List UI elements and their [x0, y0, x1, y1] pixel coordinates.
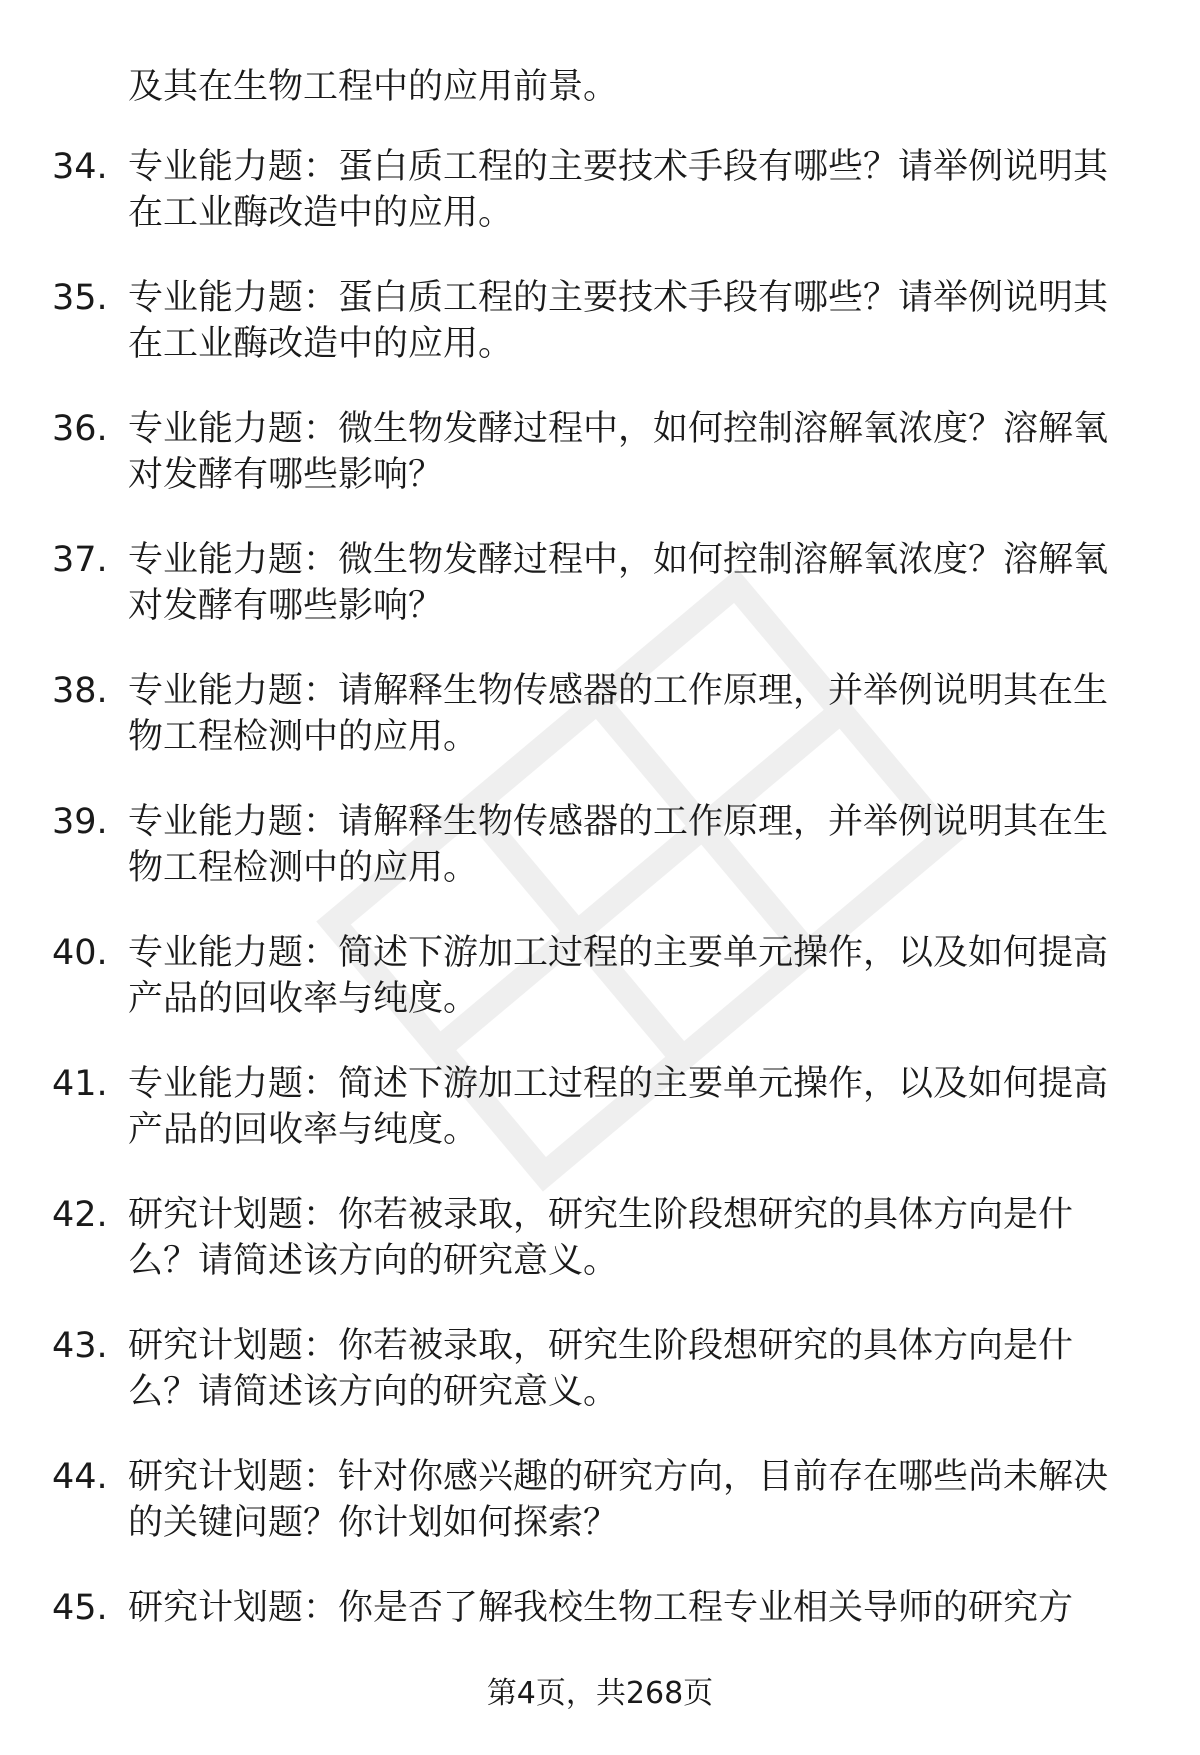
item-number: 38. [52, 671, 108, 711]
item-text: 专业能力题：简述下游加工过程的主要单元操作，以及如何提高产品的回收率与纯度。 [128, 1064, 1109, 1150]
list-item [0, 275, 1200, 406]
item-text: 专业能力题：请解释生物传感器的工作原理，并举例说明其在生物工程检测中的应用。 [128, 671, 1109, 757]
item-number: 45. [52, 1588, 108, 1628]
item-number: 36. [52, 409, 108, 449]
item-text: 专业能力题：微生物发酵过程中，如何控制溶解氧浓度？溶解氧对发酵有哪些影响？ [128, 540, 1109, 626]
item-text: 研究计划题：针对你感兴趣的研究方向，目前存在哪些尚未解决的关键问题？你计划如何探索？ [128, 1457, 1109, 1543]
page-footer: 第4页，共268页 [486, 1676, 714, 1711]
list-item [0, 1061, 1200, 1192]
list-item [0, 1192, 1200, 1323]
item-text: 专业能力题：蛋白质工程的主要技术手段有哪些？请举例说明其在工业酶改造中的应用。 [128, 147, 1109, 233]
item-number: 44. [52, 1457, 108, 1497]
item-number: 37. [52, 540, 108, 580]
continuation-line: 及其在生物工程中的应用前景。 [128, 67, 619, 107]
item-number: 35. [52, 278, 108, 318]
list-item [0, 1454, 1200, 1585]
item-number: 39. [52, 802, 108, 842]
item-number: 41. [52, 1064, 108, 1104]
list-item [0, 668, 1200, 799]
list-item [0, 799, 1200, 930]
item-number: 40. [52, 933, 108, 973]
list-item [0, 537, 1200, 668]
list-item [0, 1323, 1200, 1454]
item-text: 专业能力题：微生物发酵过程中，如何控制溶解氧浓度？溶解氧对发酵有哪些影响？ [128, 409, 1109, 495]
list-item [0, 406, 1200, 537]
item-text: 研究计划题：你若被录取，研究生阶段想研究的具体方向是什么？请简述该方向的研究意义。 [128, 1195, 1074, 1281]
item-text: 专业能力题：请解释生物传感器的工作原理，并举例说明其在生物工程检测中的应用。 [128, 802, 1109, 888]
item-number: 34. [52, 147, 108, 187]
list-item [0, 930, 1200, 1061]
item-text: 研究计划题：你是否了解我校生物工程专业相关导师的研究方 [128, 1588, 1074, 1628]
question-list [0, 144, 1200, 1716]
item-number: 43. [52, 1326, 108, 1366]
list-item [0, 144, 1200, 275]
item-text: 研究计划题：你若被录取，研究生阶段想研究的具体方向是什么？请简述该方向的研究意义。 [128, 1326, 1074, 1412]
item-number: 42. [52, 1195, 108, 1235]
item-text: 专业能力题：简述下游加工过程的主要单元操作，以及如何提高产品的回收率与纯度。 [128, 933, 1109, 1019]
item-text: 专业能力题：蛋白质工程的主要技术手段有哪些？请举例说明其在工业酶改造中的应用。 [128, 278, 1109, 364]
